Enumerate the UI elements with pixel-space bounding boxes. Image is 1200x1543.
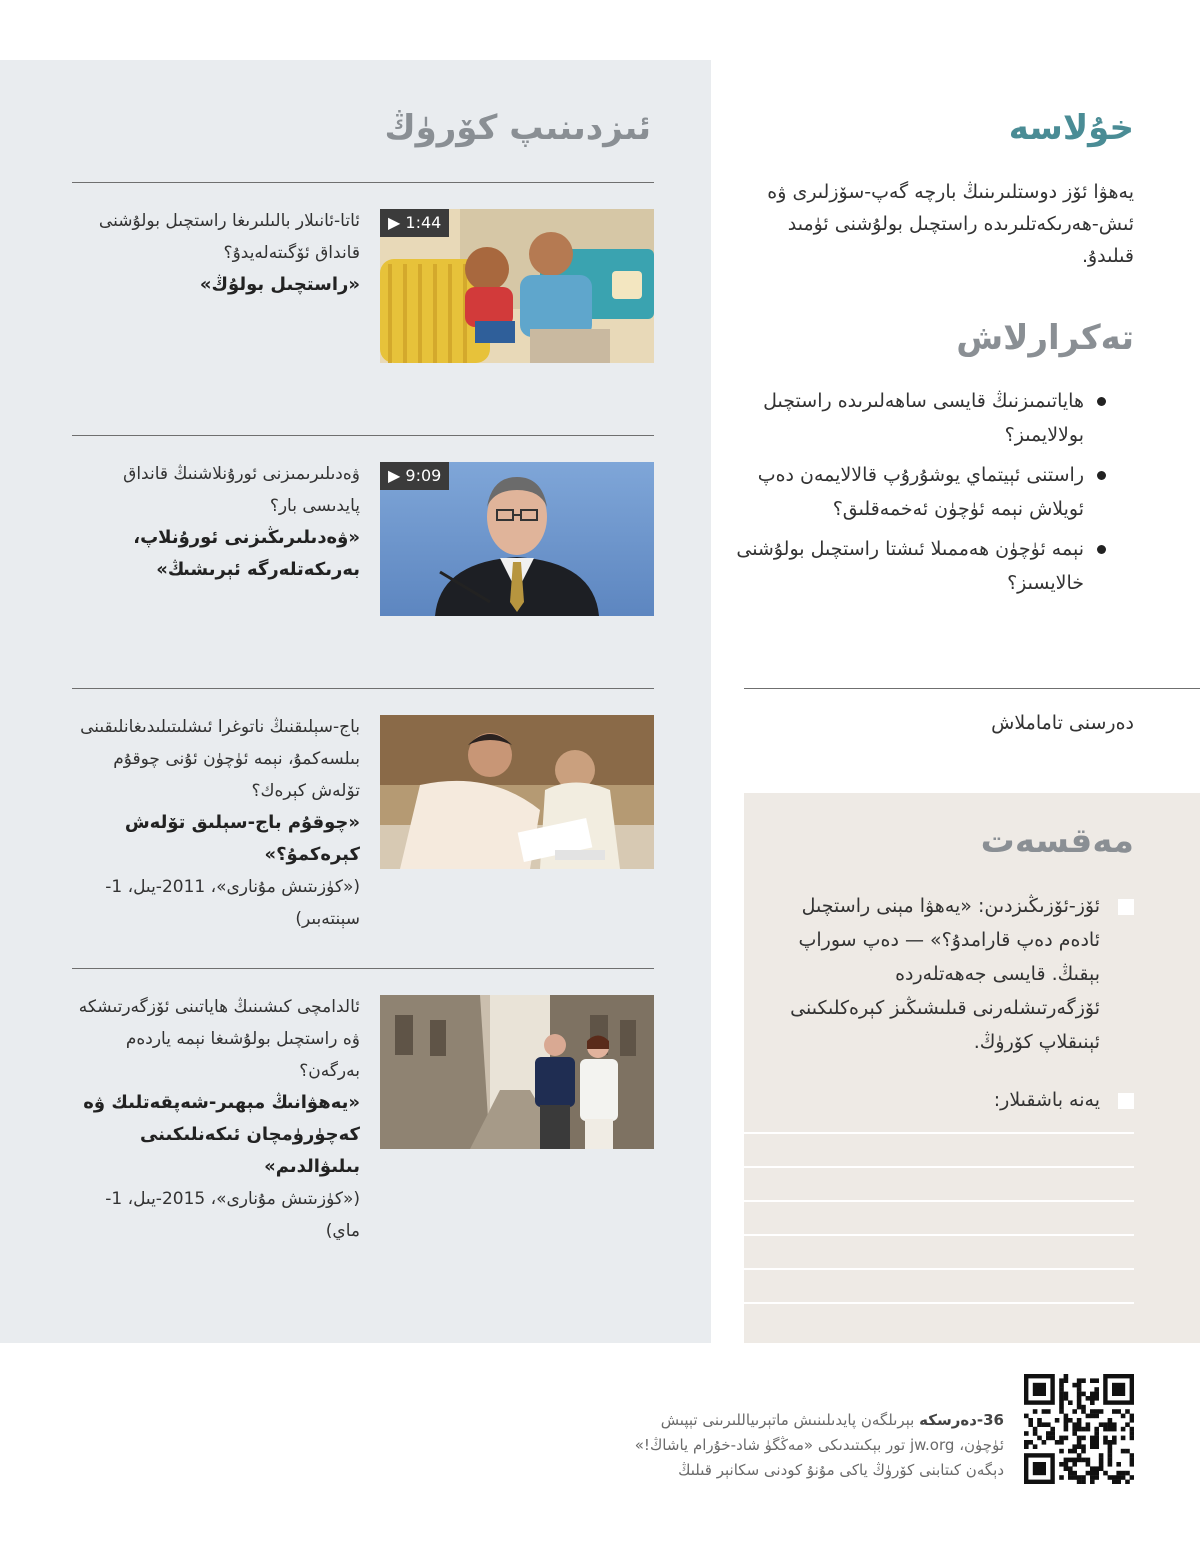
checkbox[interactable] <box>1118 899 1134 915</box>
divider <box>72 968 654 969</box>
explore-question: ئاتا-ئانىلار بالىلىرىغا راستچىل بولۇشنى قانداق ئۆگىتەلەيدۇ؟ <box>98 211 360 263</box>
explore-source: («كۈزىتىش مۇنارى»، 2015-يىل، 1-ماي) <box>105 1189 360 1241</box>
goal-item: يەنە باشقىلار: <box>770 1083 1100 1117</box>
explore-item-text <box>72 991 360 1247</box>
checkbox[interactable] <box>1118 1093 1134 1109</box>
footer-lesson: 36-دەرسكە <box>919 1411 1004 1429</box>
explore-item-1[interactable] <box>72 209 654 369</box>
explore-title: ئىزدىنىپ كۆرۈڭ <box>384 108 651 148</box>
writing-line[interactable] <box>744 1302 1134 1304</box>
divider <box>72 435 654 436</box>
explore-item-text <box>72 205 360 301</box>
summary-heading: خۇلاسە <box>1008 108 1134 148</box>
explore-item-3[interactable] <box>72 715 654 945</box>
review-question: نېمە ئۈچۈن ھەممىلا ئىشتا راستچىل بولۇشنى خالايسىز؟ <box>724 532 1084 600</box>
explore-panel <box>0 60 711 1343</box>
review-question: ھاياتىمىزنىڭ قايسى ساھەلىرىدە راستچىل بولالايمىز؟ <box>724 384 1084 452</box>
qr-code-icon[interactable] <box>1024 1374 1134 1484</box>
play-icon: ▶ <box>388 466 401 485</box>
article-image[interactable] <box>380 995 654 1149</box>
goal-box <box>744 793 1200 1343</box>
explore-link-title[interactable]: «ۋەدىلىرىڭىزنى ئورۇنلاپ، بەرىكەتلەرگە ئېرىشىڭ» <box>133 527 360 580</box>
explore-item-text <box>72 711 360 935</box>
review-list <box>724 384 1084 606</box>
review-question: راستنى ئېيتماي يوشۇرۇپ قالالايمەن دەپ ئويلاش نېمە ئۈچۈن ئەخمەقلىق؟ <box>724 458 1084 526</box>
explore-item-2[interactable] <box>72 462 654 622</box>
divider <box>72 182 654 183</box>
divider <box>744 688 1200 689</box>
writing-line[interactable] <box>744 1166 1134 1168</box>
footer-note: 36-دەرسكە بېرىلگەن پايدىلىنىش ماتېرىياللىرىنى تېپىش ئۈچۈن، jw.org تور بېكىتىدىكى «مەڭگۈ شاد-خۇرام ياشاڭ!» دېگەن كىتابنى كۆرۈڭ ياكى مۇنۇ كودنى سكانېر قىلىڭ <box>304 1408 1004 1483</box>
explore-link-title[interactable]: «چوقۇم باج-سېلىق تۆلەش كېرەكمۇ؟» <box>124 812 360 865</box>
play-icon: ▶ <box>388 213 401 232</box>
explore-item-text <box>72 458 360 586</box>
review-heading: تەكرارلاش <box>956 318 1134 358</box>
goal-item: ئۆز-ئۆزىڭىزدىن: «يەھۋا مېنى راستچىل ئادەم دەپ قارامدۇ؟» — دەپ سوراپ بېقىڭ. قايسى جەھەتلەردە ئۆزگەرتىشلەرنى قىلىشىڭىز كېرەكلىكىنى ئېنىقلاپ كۆرۈڭ. <box>770 889 1100 1059</box>
explore-question: باج-سېلىقنىڭ ناتوغرا ئىشلىتىلىدىغانلىقىنى بىلسەكمۇ، نېمە ئۈچۈن ئۇنى چوقۇم تۆلەش كېرەك؟ <box>80 717 360 801</box>
explore-item-4[interactable] <box>72 995 654 1255</box>
footer-line: ئۈچۈن، jw.org تور بېكىتىدىكى «مەڭگۈ شاد-خۇرام ياشاڭ!» <box>634 1436 1004 1454</box>
explore-link-title[interactable]: «راستچىل بولۇڭ» <box>199 274 360 295</box>
complete-lesson-label: دەرسنى تاماملاش <box>991 712 1134 734</box>
explore-link-title[interactable]: «يەھۋانىڭ مېھىر-شەپقەتلىك ۋە كەچۈرۈمچان ئىكەنلىكىنى بىلىۋالدىم» <box>83 1092 360 1177</box>
video-thumbnail[interactable] <box>380 209 654 363</box>
writing-line[interactable] <box>744 1234 1134 1236</box>
duration-badge: ▶ 1:44 <box>380 209 449 237</box>
writing-line[interactable] <box>744 1132 1134 1134</box>
article-image[interactable] <box>380 715 654 869</box>
writing-line[interactable] <box>744 1200 1134 1202</box>
explore-question: ۋەدىلىرىمىزنى ئورۇنلاشنىڭ قانداق پايدىسى بار؟ <box>123 464 360 516</box>
summary-text: يەھۋا ئۆز دوستلىرىنىڭ بارچە گەپ-سۆزلىرى ۋە ئىش-ھەرىكەتلىرىدە راستچىل بولۇشنى ئۈمىد قىلىدۇ. <box>767 181 1134 267</box>
divider <box>72 688 654 689</box>
footer-line: دېگەن كىتابنى كۆرۈڭ ياكى مۇنۇ كودنى سكانېر قىلىڭ <box>678 1461 1004 1479</box>
writing-line[interactable] <box>744 1268 1134 1270</box>
goal-heading: مەقسەت <box>980 821 1134 861</box>
explore-source: («كۈزىتىش مۇنارى»، 2011-يىل، 1-سېنتەبىر) <box>105 877 360 929</box>
duration-badge: ▶ 9:09 <box>380 462 449 490</box>
video-thumbnail[interactable] <box>380 462 654 616</box>
explore-question: ئالدامچى كىشىنىڭ ھاياتىنى ئۆزگەرتىشكە ۋە راستچىل بولۇشىغا نېمە ياردەم بەرگەن؟ <box>78 997 360 1081</box>
